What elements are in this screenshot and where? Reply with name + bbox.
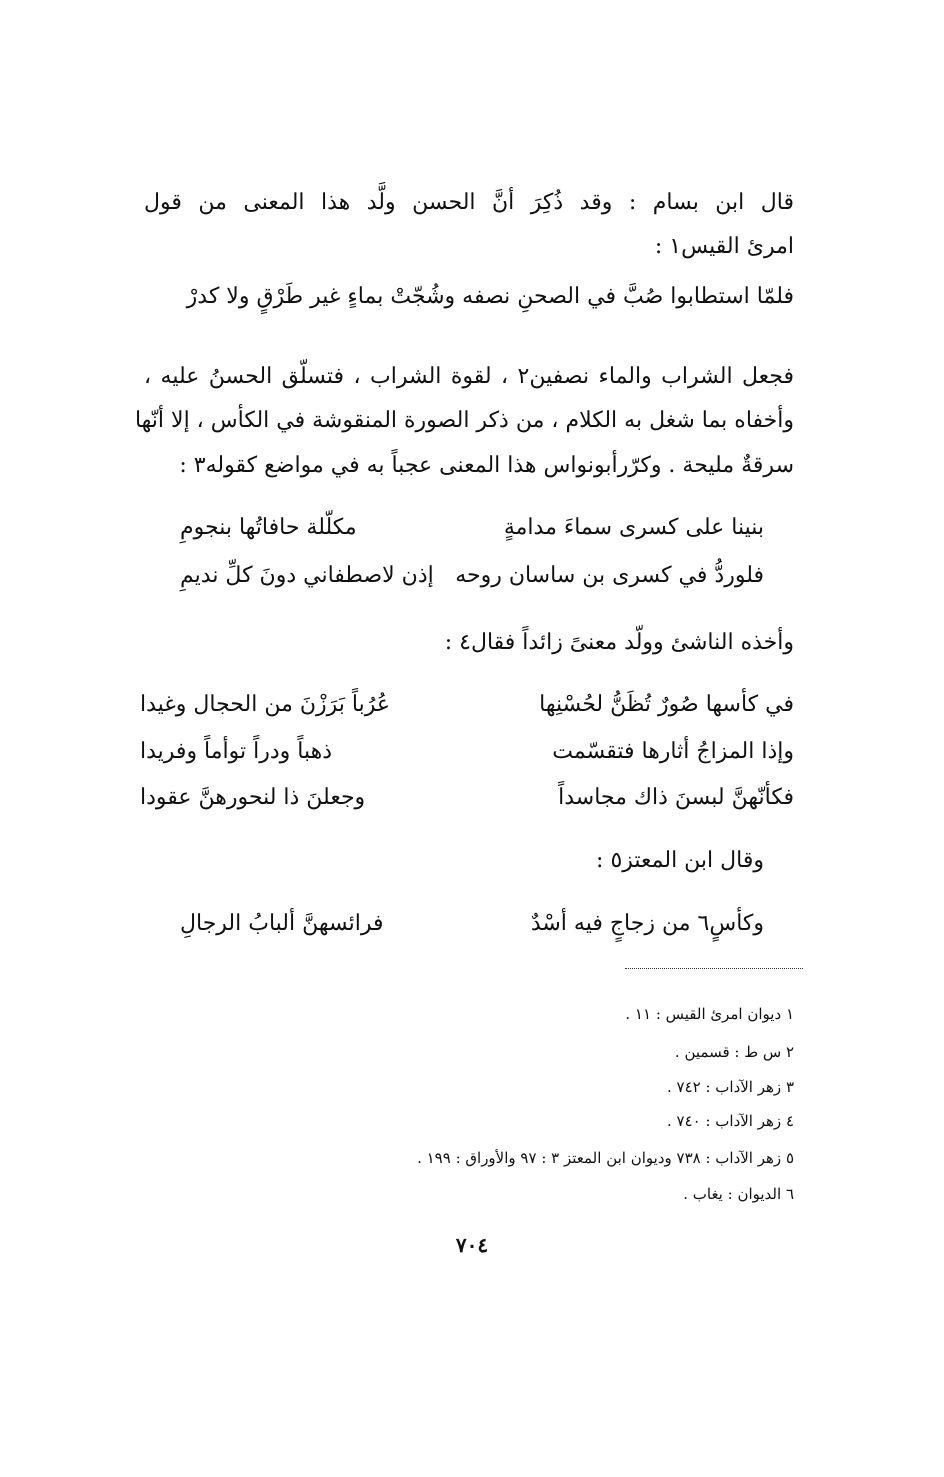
footnote-1: ١ ديوان امرئ القيس : ١١ . — [625, 1005, 794, 1023]
poem-3-bayt-1-first-hemistich: وكأسٍ٦ من زجاجٍ فيه أسْدٌ — [530, 911, 764, 936]
page-number: ٧٠٤ — [455, 1233, 489, 1257]
poem-1-bayt-2-second-hemistich: إذن لاصطفاني دونَ كلِّ نديمِ — [180, 563, 434, 588]
paragraph-1-line-1: قال ابن بسام : وقد ذُكِرَ أنَّ الحسن ولَّد هذا المعنى من قول — [144, 190, 794, 215]
poem-2-bayt-3-second-hemistich: وجعلنَ ذا لنحورهنَّ عقودا — [140, 785, 366, 810]
footnote-6: ٦ الديوان : يغاب . — [683, 1185, 794, 1203]
poem-2-bayt-2-first-hemistich: وإذا المزاجُ أثارها فتقسّمت — [552, 739, 794, 764]
footnote-3: ٣ زهر الآداب : ٧٤٢ . — [666, 1078, 794, 1096]
footnote-2: ٢ س ط : قسمين . — [674, 1043, 794, 1061]
footnote-4: ٤ زهر الآداب : ٧٤٠ . — [666, 1112, 794, 1130]
poem-3-bayt-1-second-hemistich: فرائسهنَّ ألبابُ الرجالِ — [180, 911, 384, 936]
paragraph-4: وقال ابن المعتز٥ : — [596, 848, 764, 873]
footnote-separator — [625, 968, 803, 969]
poem-1-bayt-1-first-hemistich: بنينا على كسرى سماءَ مدامةٍ — [503, 515, 764, 540]
paragraph-2-line-1: فجعل الشراب والماء نصفين٢ ، لقوة الشراب ، فتسلّق الحسنُ عليه ، — [144, 364, 794, 389]
paragraph-1-line-2: امرئ القيس١ : — [654, 234, 794, 259]
poem-2-bayt-2-second-hemistich: ذهباً ودراً توأماً وفريدا — [140, 739, 333, 764]
poem-2-bayt-3-first-hemistich: فكأنّهنَّ لبسنَ ذاك مجاسداً — [558, 785, 794, 810]
paragraph-2-line-3: سرقةٌ مليحة . وكرّرأبونواس هذا المعنى عجباً به في مواضع كقوله٣ : — [179, 453, 794, 478]
footnote-5: ٥ زهر الآداب : ٧٣٨ وديوان ابن المعتز ٣ : ٩٧ والأوراق : ١٩٩ . — [417, 1149, 794, 1167]
poem-1-bayt-1-second-hemistich: مكلّلة حافاتُها بنجومِ — [180, 515, 357, 540]
poem-2-bayt-1-first-hemistich: في كأسها صُورٌ تُظَنُّ لحُسْنِها — [539, 692, 794, 717]
poem-1-bayt-2-first-hemistich: فلوردُّ في كسرى بن ساسان روحه — [455, 563, 764, 588]
paragraph-3: وأخذه الناشئ وولّد معنىً زائداً فقال٤ : — [444, 630, 794, 655]
verse-line: فلمّا استطابوا صُبَّ في الصحنِ نصفه وشُجّتْ بماءٍ غير طَرْقٍ ولا كدرْ — [186, 284, 794, 309]
paragraph-2-line-2: وأخفاه بما شغل به الكلام ، من ذكر الصورة المنقوشة في الكأس ، إلا أنّها — [134, 408, 794, 433]
poem-2-bayt-1-second-hemistich: عُرُباً بَرَزْنَ من الحجال وغيدا — [140, 692, 390, 717]
